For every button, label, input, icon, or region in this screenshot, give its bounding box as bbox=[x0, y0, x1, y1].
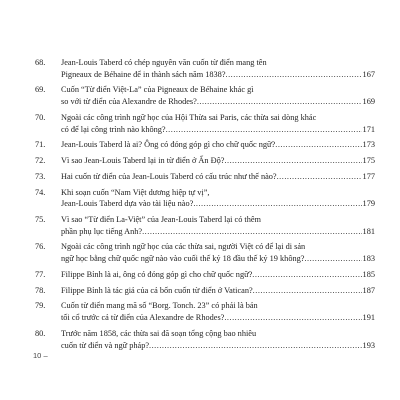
toc-entry-title bbox=[61, 84, 375, 108]
toc-entry[interactable] bbox=[35, 57, 375, 81]
toc-entry-number: 76. bbox=[35, 242, 46, 252]
toc-entry-title bbox=[61, 285, 375, 297]
toc-entry-title-line: Cuốn “Từ điển Việt-La” của Pigneaux de Béhaine khác gì bbox=[61, 85, 254, 95]
toc-entry[interactable] bbox=[35, 171, 375, 183]
toc-entry-number: 78. bbox=[35, 285, 46, 295]
toc-entry-title-line: so với từ điển của Alexandre de Rhodes? bbox=[61, 97, 197, 107]
toc-entry-last-line bbox=[61, 96, 375, 108]
toc-leader-dots bbox=[142, 226, 361, 238]
toc-leader-dots bbox=[193, 198, 361, 210]
toc-entry[interactable] bbox=[35, 139, 375, 151]
toc-entry-title-line: Trước năm 1858, các thừa sai đã soạn tổng cộng bao nhiêu bbox=[61, 328, 257, 338]
toc-entry-last-line bbox=[61, 285, 375, 297]
toc-entry-last-line bbox=[61, 312, 375, 324]
toc-entry-title-line: Hai cuốn từ điển của Jean-Louis Taberd có cấu trúc như thế nào? bbox=[61, 171, 277, 181]
toc-entry[interactable] bbox=[35, 187, 375, 211]
toc-entry-title bbox=[61, 328, 375, 352]
toc-entry-number: 72. bbox=[35, 156, 46, 166]
toc-entry-page-number: 177 bbox=[362, 171, 375, 181]
toc-entry-title-line: Jean-Louis Taberd dựa vào tài liệu nào? bbox=[61, 199, 194, 209]
toc-leader-dots bbox=[224, 155, 361, 167]
toc-entry-page-number: 193 bbox=[362, 340, 375, 350]
toc-entry-page-number: 179 bbox=[362, 199, 375, 209]
toc-entry-number: 80. bbox=[35, 328, 46, 338]
toc-entry-title-line: ngữ học bằng chữ quốc ngữ nào vào cuối thế kỷ 18 đầu thế kỷ 19 không? bbox=[61, 254, 305, 264]
toc-entry-page-number: 185 bbox=[362, 269, 375, 279]
toc-entry-last-line bbox=[61, 124, 375, 136]
toc-entry-title-line: Filippe Bỉnh là tác giả của cả bốn cuốn từ điển ở Vatican? bbox=[61, 285, 253, 295]
toc-entry[interactable] bbox=[35, 112, 375, 136]
toc-entry[interactable] bbox=[35, 269, 375, 281]
toc-entry-last-line bbox=[61, 226, 375, 238]
toc-entry[interactable] bbox=[35, 285, 375, 297]
toc-leader-dots bbox=[224, 312, 361, 324]
toc-leader-dots bbox=[277, 171, 362, 183]
toc-entry[interactable] bbox=[35, 328, 375, 352]
toc-entry-title-line: có để lại công trình nào không? bbox=[61, 124, 166, 134]
toc-leader-dots bbox=[149, 340, 362, 352]
toc-entry-number: 70. bbox=[35, 112, 46, 122]
toc-entry-last-line bbox=[61, 340, 375, 352]
toc-entry-title-line: Ngoài các công trình ngữ học của các thừa sai, người Việt có để lại di sản bbox=[61, 242, 306, 252]
toc-leader-dots bbox=[275, 139, 361, 151]
toc-entry-last-line bbox=[61, 171, 375, 183]
toc-entry-title-line: Jean-Louis Taberd là ai? Ông có đóng góp gì cho chữ quốc ngữ? bbox=[61, 140, 276, 150]
toc-entry-page-number: 167 bbox=[362, 69, 375, 79]
toc-entry-title bbox=[61, 187, 375, 211]
toc-entry[interactable] bbox=[35, 300, 375, 324]
toc-entry-number: 77. bbox=[35, 269, 46, 279]
toc-leader-dots bbox=[252, 269, 361, 281]
toc-entry-title-line: tối cổ trước cả từ điển của Alexandre de Rhodes? bbox=[61, 313, 225, 323]
toc-entry-number: 74. bbox=[35, 187, 46, 197]
toc-entry-title bbox=[61, 269, 375, 281]
toc-entry-page-number: 175 bbox=[362, 156, 375, 166]
page-number-dash: – bbox=[43, 351, 48, 360]
toc-entry-page-number: 169 bbox=[362, 97, 375, 107]
toc-entry-title-line: Pigneaux de Béhaine để in thành sách năm 1838? bbox=[61, 69, 226, 79]
toc-entry-title-line: Khi soạn cuốn “Nam Việt dương hiệp tự vị”, bbox=[61, 187, 210, 197]
toc-leader-dots bbox=[304, 253, 361, 265]
toc-entry-title bbox=[61, 112, 375, 136]
toc-entry-last-line bbox=[61, 269, 375, 281]
toc-leader-dots bbox=[226, 69, 362, 81]
toc-entry-title-line: Vì sao “Từ điển La-Việt” của Jean-Louis Taberd lại có thêm bbox=[61, 215, 262, 224]
toc-entry-title bbox=[61, 214, 375, 238]
toc-entry-last-line bbox=[61, 155, 375, 167]
toc-entry-title-line: phần phụ lục tiếng Anh? bbox=[61, 226, 143, 236]
toc-entry-title-line: Filippe Bỉnh là ai, ông có đóng góp gì cho chữ quốc ngữ? bbox=[61, 269, 253, 279]
toc-entry-page-number: 173 bbox=[362, 140, 375, 150]
toc-entry-title-line: Ngoài các công trình ngữ học của Hội Thừa sai Paris, các thừa sai dòng khác bbox=[61, 112, 317, 122]
toc-entry-number: 71. bbox=[35, 140, 46, 150]
toc-leader-dots bbox=[253, 285, 362, 297]
toc-entry-last-line bbox=[61, 198, 375, 210]
toc-entry[interactable] bbox=[35, 241, 375, 265]
toc-entry-page-number: 187 bbox=[362, 285, 375, 295]
toc-entry-number: 68. bbox=[35, 58, 46, 67]
toc-leader-dots bbox=[166, 124, 362, 136]
toc-entry-last-line bbox=[61, 253, 375, 265]
toc-entry-title-line: cuốn từ điển và ngữ pháp? bbox=[61, 340, 150, 350]
toc-entry-page-number: 191 bbox=[362, 313, 375, 323]
toc-entry-number: 79. bbox=[35, 301, 46, 311]
toc-entry-last-line bbox=[61, 139, 375, 151]
table-of-contents bbox=[35, 57, 375, 355]
toc-entry[interactable] bbox=[35, 84, 375, 108]
toc-entry[interactable] bbox=[35, 155, 375, 167]
page-footer bbox=[33, 351, 48, 360]
page-number: 10 bbox=[33, 351, 42, 360]
toc-entry-title bbox=[61, 139, 375, 151]
toc-entry-page-number: 183 bbox=[362, 254, 375, 264]
toc-entry-title-line: Jean-Louis Taberd có chép nguyên văn cuốn từ điển mang tên bbox=[61, 58, 267, 67]
toc-leader-dots bbox=[197, 96, 362, 108]
toc-entry-number: 69. bbox=[35, 85, 46, 95]
toc-entry-title-line: Cuốn từ điển mang mã số “Borg. Tonch. 23” có phải là bản bbox=[61, 301, 258, 311]
toc-entry-title bbox=[61, 171, 375, 183]
toc-entry-title bbox=[61, 155, 375, 167]
toc-entry-last-line bbox=[61, 69, 375, 81]
toc-entry-title bbox=[61, 241, 375, 265]
toc-entry-number: 75. bbox=[35, 215, 46, 224]
toc-entry-title bbox=[61, 57, 375, 81]
toc-entry-number: 73. bbox=[35, 171, 46, 181]
toc-entry[interactable] bbox=[35, 214, 375, 238]
toc-entry-page-number: 171 bbox=[362, 124, 375, 134]
toc-entry-title-line: Vì sao Jean-Louis Taberd lại in từ điển ở Ấn Độ? bbox=[61, 156, 225, 166]
toc-entry-title bbox=[61, 300, 375, 324]
toc-entry-page-number: 181 bbox=[362, 226, 375, 236]
